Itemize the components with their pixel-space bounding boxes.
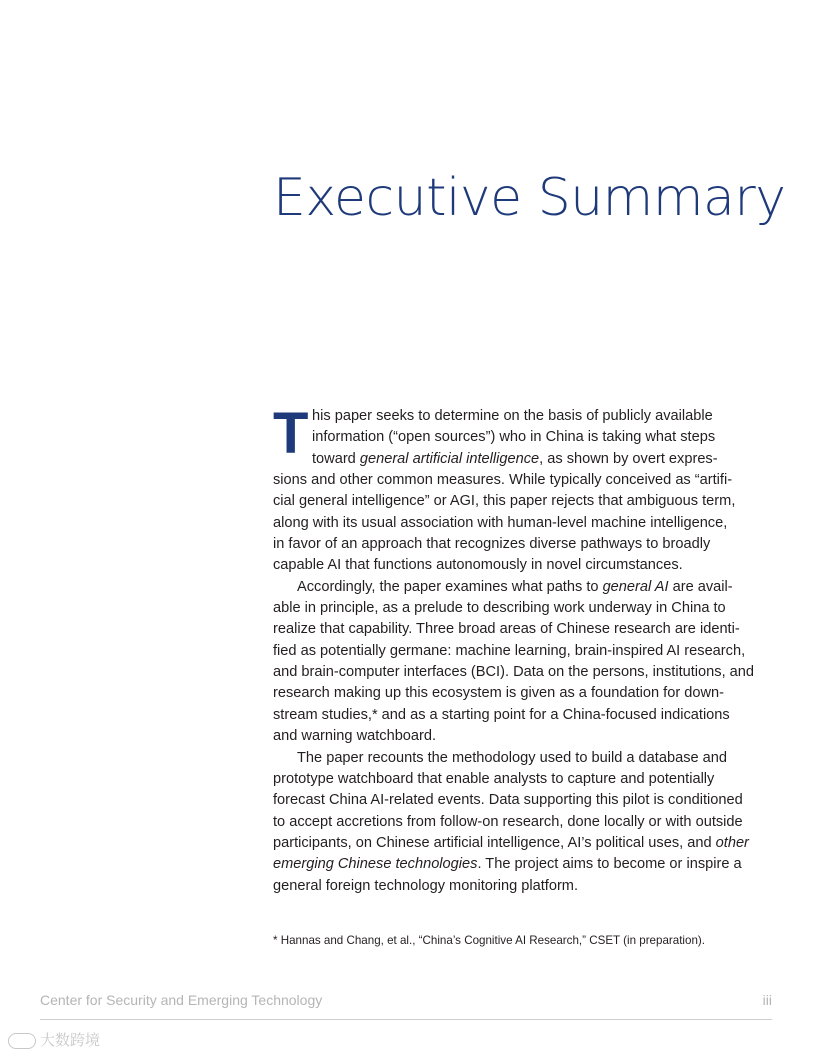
text-run: participants, on Chinese artificial intelligence, AI’s political uses, and	[273, 834, 716, 851]
text-run: forecast China AI-related events. Data supporting this pilot is conditioned	[273, 792, 743, 809]
paragraph-2-line	[273, 726, 733, 747]
paragraph-2-line	[273, 598, 733, 619]
text-run: capable AI that functions autonomously in novel circumstances.	[273, 557, 683, 574]
text-run: prototype watchboard that enable analysts to capture and potentially	[273, 770, 715, 787]
paragraph-1-line	[273, 449, 733, 470]
text-run: toward	[312, 450, 360, 467]
paragraph-3-line	[273, 833, 749, 854]
watermark	[8, 1029, 100, 1050]
text-run: research making up this ecosystem is given as a foundation for down-	[273, 685, 725, 702]
text-run: Accordingly, the paper examines what paths to	[297, 578, 603, 595]
italic-text: general AI	[602, 578, 669, 595]
text-run: along with its usual association with human-level machine intelligence,	[273, 514, 728, 531]
text-run: and brain-computer interfaces (BCI). Data on the persons, institutions, and	[273, 664, 755, 681]
paragraph-2-line	[273, 705, 733, 726]
text-run: realize that capability. Three broad areas of Chinese research are identi-	[273, 621, 740, 638]
paragraph-3-line	[273, 876, 733, 897]
executive-summary-body	[273, 401, 755, 897]
italic-text: general artificial intelligence	[359, 450, 540, 467]
paragraph-1-line	[273, 555, 733, 576]
text-run: , as shown by overt expres-	[539, 450, 718, 467]
page-number: iii	[762, 992, 772, 1008]
text-run: stream studies,* and as a starting point for a China-focused indications	[273, 706, 730, 723]
footnote: * Hannas and Chang, et al., “China’s Cognitive AI Research,” CSET (in preparation).	[273, 934, 705, 947]
paragraph-1-line	[273, 513, 733, 534]
paragraphs	[273, 401, 755, 897]
paragraph-2-line	[273, 683, 733, 704]
watermark-text: 大数跨境	[40, 1032, 101, 1049]
text-run: information (“open sources”) who in China is taking what steps	[312, 429, 716, 446]
paragraph-3-line	[273, 769, 733, 790]
page-title: Executive Summary	[273, 168, 786, 228]
footer-org-name: Center for Security and Emerging Technology	[40, 992, 323, 1008]
text-run: in favor of an approach that recognizes diverse pathways to broadly	[273, 536, 711, 553]
text-run: to accept accretions from follow-on research, done locally or with outside	[273, 813, 743, 830]
text-run: general foreign technology monitoring platform.	[273, 877, 579, 894]
text-run: fied as potentially germane: machine learning, brain-inspired AI research,	[273, 642, 746, 659]
paragraph-1-line	[273, 406, 733, 427]
text-run: able in principle, as a prelude to describing work underway in China to	[273, 600, 726, 617]
paragraph-3-line	[273, 748, 733, 769]
paragraph-1-line	[273, 491, 736, 512]
text-run: sions and other common measures. While typically conceived as “artifi-	[273, 472, 733, 489]
paragraph-2-line	[273, 577, 733, 598]
watermark-logo-icon	[8, 1033, 36, 1049]
italic-text: other	[715, 834, 749, 851]
text-run: cial general intelligence” or AGI, this paper rejects that ambiguous term,	[273, 493, 736, 510]
paragraph-3-line	[273, 790, 743, 811]
paragraph-3-line	[273, 812, 743, 833]
text-run: his paper seeks to determine on the basis of publicly available	[312, 408, 713, 424]
text-run: are avail-	[668, 578, 733, 595]
text-run: and warning watchboard.	[273, 728, 437, 745]
paragraph-2-line	[273, 619, 740, 640]
text-run: The paper recounts the methodology used to build a database and	[297, 749, 728, 766]
italic-text: emerging Chinese technologies	[273, 856, 478, 873]
paragraph-1-line	[273, 534, 733, 555]
paragraph-2-line	[273, 662, 755, 683]
footer-divider	[40, 1019, 772, 1020]
paragraph-2-line	[273, 641, 746, 662]
paragraph-1-line	[273, 470, 733, 491]
drop-cap: T	[273, 401, 309, 466]
paragraph-3-line	[273, 854, 742, 875]
paragraph-1-line	[273, 427, 733, 448]
text-run: . The project aims to become or inspire a	[477, 856, 742, 873]
